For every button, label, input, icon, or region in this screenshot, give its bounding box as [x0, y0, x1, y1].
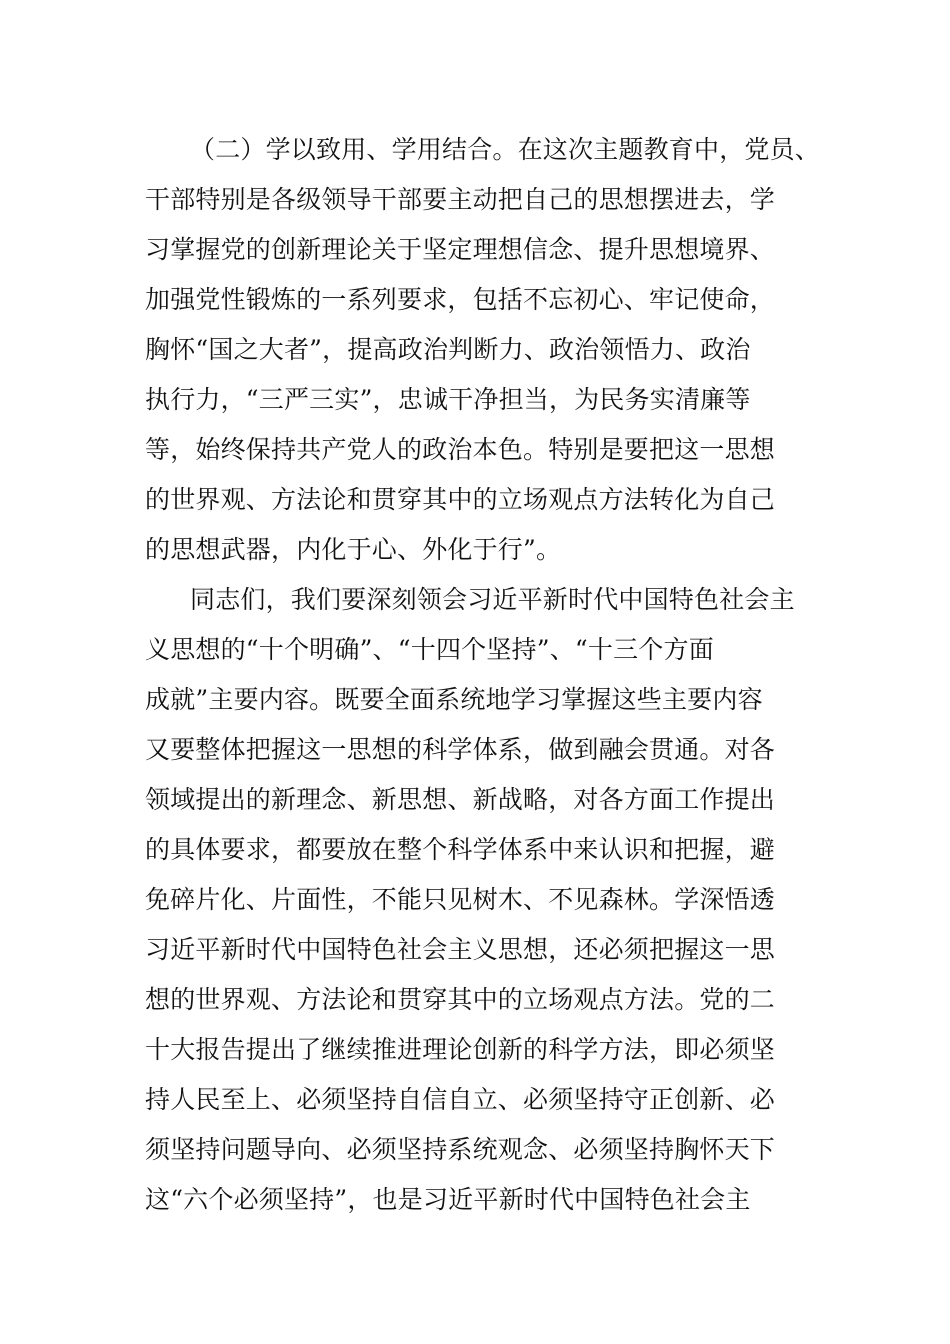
text-line: 持人民至上、必须坚持自信自立、必须坚持守正创新、必 [145, 1085, 776, 1114]
text-line: 习近平新时代中国特色社会主义思想，还必须把握这一思 [145, 935, 776, 964]
text-line: 等，始终保持共产党人的政治本色。特别是要把这一思想 [145, 435, 776, 464]
text-line: 义思想的“十个明确”、“十四个坚持”、“十三个方面 [145, 635, 714, 664]
text-line: 这“六个必须坚持”，也是习近平新时代中国特色社会主 [145, 1185, 751, 1214]
text-line: 又要整体把握这一思想的科学体系，做到融会贯通。对各 [145, 735, 776, 764]
text-line: 执行力，“三严三实”，忠诚干净担当，为民务实清廉等 [145, 385, 751, 414]
text-line: 成就”主要内容。既要全面系统地学习掌握这些主要内容 [145, 685, 763, 714]
text-line: 的世界观、方法论和贯穿其中的立场观点方法转化为自己 [145, 485, 776, 514]
text-line: 习掌握党的创新理论关于坚定理想信念、提升思想境界、 [145, 235, 776, 264]
text-line: 想的世界观、方法论和贯穿其中的立场观点方法。党的二 [145, 985, 776, 1014]
text-line: 干部特别是各级领导干部要主动把自己的思想摆进去，学 [145, 185, 776, 214]
text-line: 的思想武器，内化于心、外化于行”。 [145, 535, 562, 564]
text-line: （二）学以致用、学用结合。在这次主题教育中，党员、 [190, 135, 821, 164]
text-line: 免碎片化、片面性，不能只见树木、不见森林。学深悟透 [145, 885, 776, 914]
text-line: 同志们，我们要深刻领会习近平新时代中国特色社会主 [190, 585, 795, 614]
text-line: 须坚持问题导向、必须坚持系统观念、必须坚持胸怀天下 [145, 1135, 776, 1164]
text-line: 加强党性锻炼的一系列要求，包括不忘初心、牢记使命， [145, 285, 776, 314]
text-line: 的具体要求，都要放在整个科学体系中来认识和把握，避 [145, 835, 776, 864]
text-line: 胸怀“国之大者”，提高政治判断力、政治领悟力、政治 [145, 335, 751, 364]
text-line: 领域提出的新理念、新思想、新战略，对各方面工作提出 [145, 785, 776, 814]
text-line: 十大报告提出了继续推进理论创新的科学方法，即必须坚 [145, 1035, 776, 1064]
